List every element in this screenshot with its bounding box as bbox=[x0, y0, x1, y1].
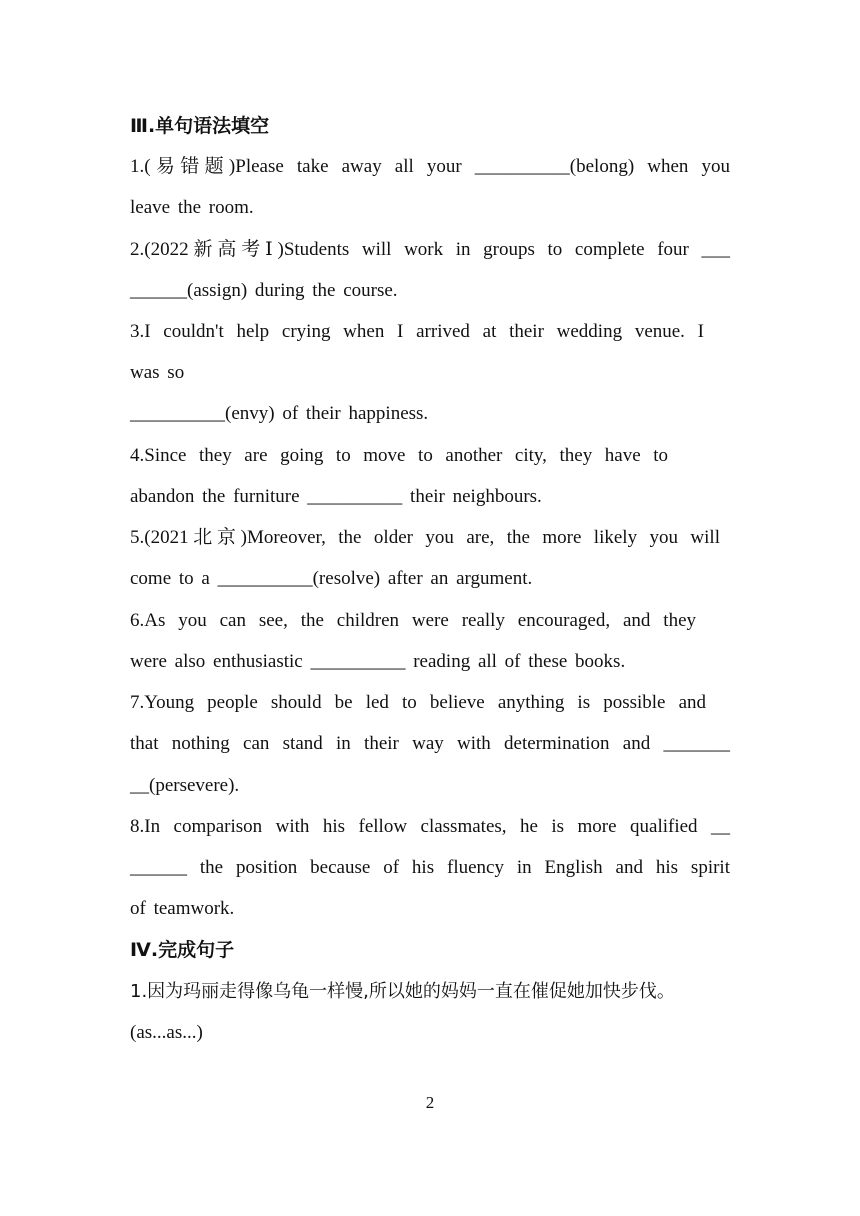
question-3-line-2: was so bbox=[130, 362, 185, 383]
question-7-line-2: that nothing can stand in their way with determination and _______ bbox=[130, 733, 730, 754]
question-8-line-3: of teamwork. bbox=[130, 898, 235, 919]
question-2-line-2: ______(assign) during the course. bbox=[130, 280, 398, 301]
question-5-line-1: 5.(2021北京)Moreover, the older you are, the more likely you will bbox=[130, 527, 720, 548]
question-6-line-1: 6.As you can see, the children were really encouraged, and they bbox=[130, 610, 696, 631]
question-8-line-2: ______ the position because of his fluency in English and his spirit bbox=[130, 857, 730, 878]
question-8-line-1: 8.In comparison with his fellow classmates, he is more qualified __ bbox=[130, 816, 730, 837]
sentence-1-prompt: 1.因为玛丽走得像乌龟一样慢,所以她的妈妈一直在催促她加快步伐。 bbox=[130, 981, 675, 1002]
question-6-line-2: were also enthusiastic __________ reading all of these books. bbox=[130, 651, 626, 672]
section-heading-complete-sentences: Ⅳ.完成句子 bbox=[130, 939, 235, 961]
question-4-line-1: 4.Since they are going to move to another city, they have to bbox=[130, 445, 668, 466]
question-4-line-2: abandon the furniture __________ their neighbours. bbox=[130, 486, 542, 507]
question-5-line-2: come to a __________(resolve) after an argument. bbox=[130, 568, 533, 589]
question-3-line-1: 3.I couldn't help crying when I arrived at their wedding venue. I bbox=[130, 321, 704, 342]
question-7-line-1: 7.Young people should be led to believe anything is possible and bbox=[130, 692, 706, 713]
question-1-line-2: leave the room. bbox=[130, 197, 254, 218]
section-heading-grammar-fill: Ⅲ.单句语法填空 bbox=[130, 115, 270, 137]
question-1-line-1: 1.(易错题)Please take away all your __________(belong) when you bbox=[130, 156, 730, 177]
question-2-line-1: 2.(2022新高考Ⅰ)Students will work in groups to complete four ___ bbox=[130, 239, 730, 260]
question-7-line-3: __(persevere). bbox=[130, 775, 240, 796]
sentence-1-hint: (as...as...) bbox=[130, 1022, 203, 1043]
question-3-line-3: __________(envy) of their happiness. bbox=[130, 403, 429, 424]
page-number: 2 bbox=[425, 1093, 435, 1112]
